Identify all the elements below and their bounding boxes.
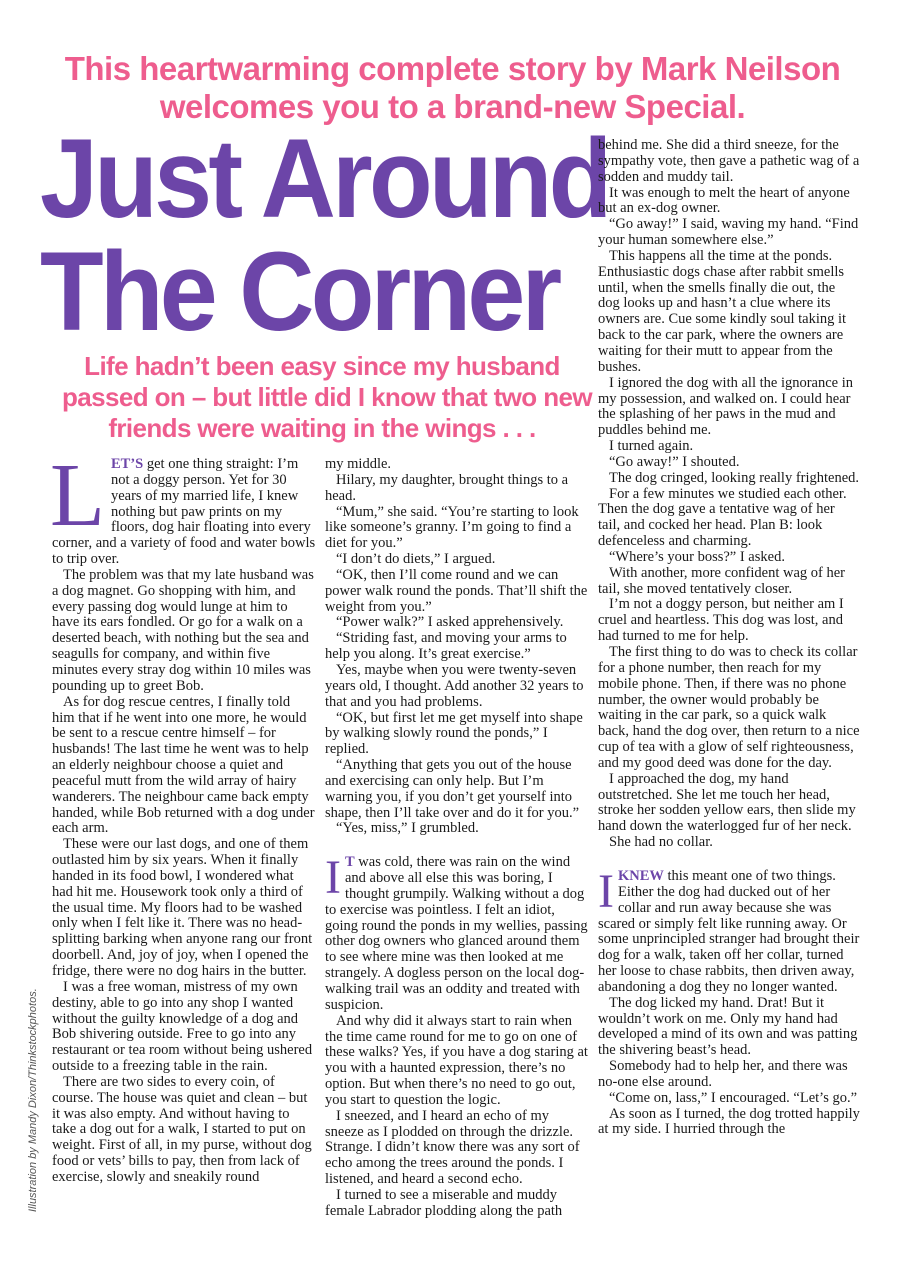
paragraph: I was a free woman, mistress of my own destiny, able to go into any shop I wanted without the guilty knowledge of a dog and Bob shivering outside. Free to go into any restaurant or tea room without being ushered outside to a freezing table in the rain. bbox=[52, 978, 313, 1075]
paragraph: It was enough to melt the heart of anyone but an ex-dog owner. bbox=[598, 184, 850, 217]
intro-line-2: welcomes you to a brand-new Special. bbox=[159, 88, 746, 125]
standfirst bbox=[62, 351, 592, 444]
section-break bbox=[325, 837, 588, 855]
paragraph: I turned again. bbox=[609, 438, 694, 455]
lead-word: T bbox=[344, 854, 355, 871]
intro-strapline bbox=[40, 50, 865, 126]
paragraph: “Mum,” she said. “You’re starting to look like someone’s granny. I’m going to find a diet for you.” bbox=[325, 503, 579, 552]
opening-text: was cold, there was rain on the wind and above all else this was boring, I thought grumpily. Walking without a dog to exercise was pointless. I felt an idiot, going round the ponds in my wellies, passing other dog owners who glanced around them to see where mine was then looked at me strangely. A dogless person on the local dog-walking trail was an oddity and treated with suspicion. bbox=[325, 854, 588, 1013]
paragraph: And why did it always start to rain when the time came round for me to go on one of these walks? Yes, if you have a dog staring at you with a haunted expression, there’s no option. But when there’s no need to go out, you start to question the logic. bbox=[325, 1012, 588, 1108]
continuation-text: behind me. She did a third sneeze, for the sympathy vote, then gave a pathetic wag of a sodden and muddy tail. bbox=[598, 137, 860, 185]
paragraph: “Where’s your boss?” I asked. bbox=[609, 548, 785, 565]
paragraph: She had no collar. bbox=[609, 834, 713, 851]
paragraph: With another, more confident wag of her tail, she moved tentatively closer. bbox=[598, 564, 845, 597]
intro-line-1: This heartwarming complete story by Mark Neilson bbox=[64, 50, 841, 87]
title-line-2: The Corner bbox=[40, 229, 559, 354]
text-column-1 bbox=[50, 446, 316, 1186]
paragraph: As for dog rescue centres, I finally told him that if he went into one more, he would be sent to a rescue centre himself – for husbands! The last time he went was to help an elderly neighbour choose a quiet and peaceful mutt from the wild array of hairy wanderers. The neighbour came back empty handed, while Bob returned with a dog under each arm. bbox=[52, 693, 315, 837]
story-title bbox=[40, 116, 609, 354]
title-line-1: Just Around bbox=[40, 116, 609, 241]
continuation-text: my middle. bbox=[325, 456, 392, 472]
paragraph: Somebody had to help her, and there was no-one else around. bbox=[598, 1058, 848, 1090]
paragraph: The first thing to do was to check its collar for a phone number, then reach for my mobile phone. Then, if there was no phone number, the owner would probably be waiting in the car park, so a quick walk back, hand the dog over, then return to a nice cup of tea with a glow of self righteousness, and my good deed was done for the day. bbox=[598, 644, 860, 771]
paragraph: I turned to see a miserable and muddy female Labrador plodding along the path bbox=[325, 1186, 563, 1219]
paragraph: I ignored the dog with all the ignorance in my possession, and walked on. I could hear the splashing of her paws in the mud and puddles behind me. bbox=[598, 374, 854, 439]
paragraph: “Power walk?” I asked apprehensively. bbox=[336, 614, 564, 631]
paragraph: The problem was that my late husband was a dog magnet. Go shopping with him, and every passing dog would lunge at him to have its ears fondled. Or go for a walk on a deserted beach, with nothing but the sea and seagulls for company, and within five minutes every stray dog within 10 miles was pounding up to greet Bob. bbox=[52, 566, 314, 694]
lead-word: KNEW bbox=[617, 867, 664, 884]
opening-text: this meant one of two things. Either the dog had ducked out of her collar and run away because she was scared or simply felt like running away. Or some unprincipled stranger had brought their dog for a walk, taken off her collar, turned her loose to chase rabbits, then driven away, abandoning a dog they no longer wanted. bbox=[598, 867, 860, 995]
paragraph: I’m not a doggy person, but neither am I cruel and heartless. This dog was lost, and had turned to me for help. bbox=[598, 596, 844, 645]
paragraph: “Go away!” I said, waving my hand. “Find your human somewhere else.” bbox=[598, 216, 859, 249]
opening-paragraph bbox=[50, 446, 316, 568]
paragraph: “I don’t do diets,” I argued. bbox=[336, 551, 496, 568]
drop-cap: L bbox=[50, 446, 105, 545]
standfirst-line-1: Life hadn’t been easy since my husband bbox=[84, 351, 560, 381]
section-opening-paragraph bbox=[598, 864, 860, 996]
paragraph: “Come on, lass,” I encouraged. “Let’s go.” bbox=[609, 1089, 858, 1106]
opening-text: get one thing straight: I’m not a doggy person. Yet for 30 years of my married life, I knew nothing but paw prints on my floors, dog hair floating into every corner, and a variety of food and water bowls to trip over. bbox=[52, 456, 316, 568]
paragraph: This happens all the time at the ponds. Enthusiastic dogs chase after rabbit smells until, when the smells finally die out, the dog looks up and hasn’t a clue where its owners are. Cue some kindly soul taking it back to the car park, where the owners are waiting for their mutt to appear from the bushes. bbox=[598, 247, 847, 375]
paragraph: Hilary, my daughter, brought things to a head. bbox=[325, 471, 569, 504]
section-break bbox=[598, 851, 860, 869]
paragraph: “Striding fast, and moving your arms to help you along. It’s great exercise.” bbox=[325, 630, 567, 663]
standfirst-line-2: passed on – but little did I know that two new bbox=[62, 382, 592, 412]
standfirst-line-3: friends were waiting in the wings . . . bbox=[108, 413, 536, 443]
drop-cap: I bbox=[598, 864, 614, 918]
text-column-3 bbox=[598, 138, 860, 1138]
paragraph: The dog cringed, looking really frightened. bbox=[609, 469, 860, 486]
paragraph: As soon as I turned, the dog trotted happily at my side. I hurried through the bbox=[598, 1105, 860, 1138]
paragraph: For a few minutes we studied each other. Then the dog gave a tentative wag of her tail, and cocked her head. Plan B: look defenceless and charming. bbox=[598, 485, 847, 550]
paragraph: “Anything that gets you out of the house and exercising can only help. But I’m warning you, if you don’t get yourself into shape, then I’ll take over and do it for you.” bbox=[325, 757, 580, 821]
paragraph: These were our last dogs, and one of them outlasted him by six years. When it finally handed in its food bowl, I wondered what had hit me. Housework took only a third of the usual time. My floors had to be washed only when I felt like it. There was no head-splitting barking when anyone rang our front doorbell. And, joy of joy, when I opened the fridge, there were no dog hairs in the butter. bbox=[52, 836, 313, 979]
paragraph: I approached the dog, my hand outstretched. She let me touch her head, stroke her sodden yellow ears, then slide my hand down the waterlogged fur of her neck. bbox=[598, 770, 856, 835]
section-opening-paragraph bbox=[325, 851, 588, 1013]
paragraph: “Go away!” I shouted. bbox=[609, 453, 740, 470]
drop-cap: I bbox=[325, 851, 341, 905]
illustration-credit: Illustration by Mandy Dixon/Thinkstockphotos. bbox=[27, 988, 39, 1212]
paragraph: Yes, maybe when you were twenty-seven years old, I thought. Add another 32 years to that and you had problems. bbox=[325, 661, 584, 710]
paragraph: “OK, but first let me get myself into shape by walking slowly round the ponds,” I replied. bbox=[325, 709, 583, 758]
paragraph: I sneezed, and I heard an echo of my sneeze as I plodded on through the drizzle. Strange. I didn’t know there was any sort of echo among the trees around the ponds. I listened, and heard a second echo. bbox=[325, 1107, 580, 1188]
paragraph: “OK, then I’ll come round and we can power walk round the ponds. That’ll shift the weight from you.” bbox=[325, 566, 588, 615]
lead-word: ET’S bbox=[110, 456, 144, 472]
text-column-2 bbox=[325, 457, 588, 1220]
paragraph: “Yes, miss,” I grumbled. bbox=[336, 820, 479, 837]
paragraph: The dog licked my hand. Drat! But it wouldn’t work on me. Only my hand had developed a mind of its own and was patting the shivering beast’s head. bbox=[598, 994, 858, 1059]
paragraph: There are two sides to every coin, of course. The house was quiet and clean – but it was also empty. And without having to take a dog out for a walk, I started to put on weight. First of all, in my purse, without dog food or vets’ bills to pay, then from lack of exercise, slowly and sneakily round bbox=[52, 1073, 312, 1185]
